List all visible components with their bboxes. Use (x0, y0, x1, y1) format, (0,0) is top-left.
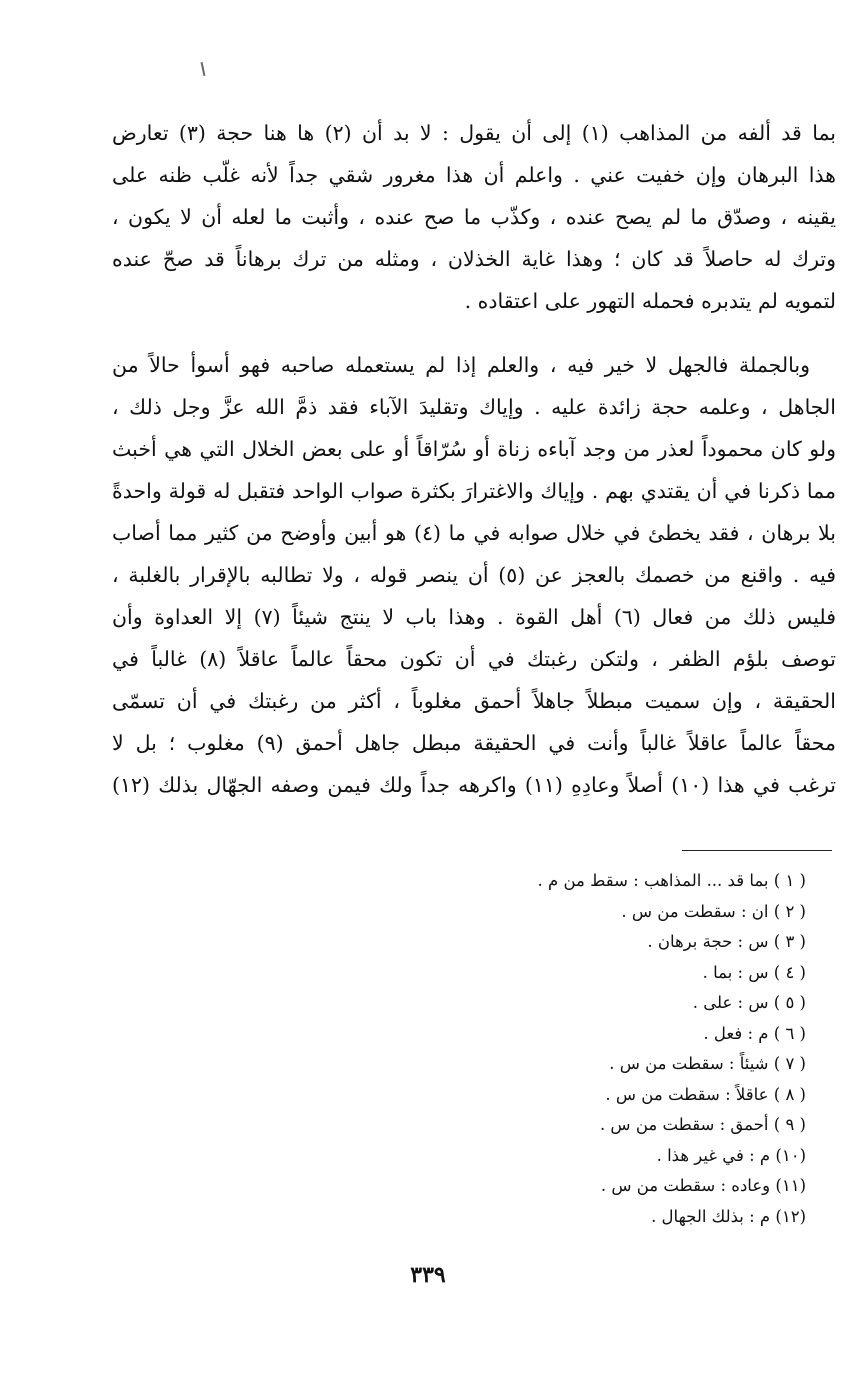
text-line: الحقيقة ، وإن سميت مبطلاً جاهلاً أحمق مغلوباً ، أكثر من رغبتك في أن تسمّى (112, 689, 836, 713)
text-line: محقاً عالماً عاقلاً غالباً وأنت في الحقيقة مبطل جاهل أحمق (٩) مغلوب ؛ بل لا (112, 731, 836, 755)
text-line: فليس ذلك من فعال (٦) أهل القوة . وهذا باب لا ينتج شيئاً (٧) إلا العداوة وأن (112, 605, 837, 629)
footnote: (١١) وعاده : سقطت من س . (600, 1176, 806, 1195)
paragraph-2 (112, 344, 836, 806)
footnotes (306, 866, 806, 1232)
text-line: وبالجملة فالجهل لا خير فيه ، والعلم إذا لم يستعمله صاحبه فهو أسوأ حالاً من (112, 353, 810, 377)
footnote: ( ٧ ) شيئاً : سقطت من س . (609, 1054, 806, 1073)
footnote: ( ٦ ) م : فعل . (703, 1023, 806, 1043)
page-number: ٣٣٩ (410, 1262, 446, 1288)
footnote: ( ٣ ) س : حجة برهان . (647, 932, 806, 951)
text-line: بلا برهان ، فقد يخطئ في خلال صوابه في ما (٤) هو أبين وأوضح من كثير مما أصاب (112, 521, 836, 545)
text-line: ولو كان محموداً لعذر من وجد آباءه زناة أو سُرّاقاً أو على بعض الخلال التي هي أخبث (112, 437, 836, 461)
text-line: ترغب في هذا (١٠) أصلاً وعادِهِ (١١) واكرهه جداً ولك فيمن وصفه الجهّال بذلك (١٢) (112, 773, 836, 797)
text-line: بما قد ألفه من المذاهب (١) إلى أن يقول : لا بد أن (٢) ها هنا حجة (٣) تعارض (112, 121, 836, 145)
footnote: ( ٢ ) ان : سقطت من س . (621, 901, 806, 921)
text-line: هذا البرهان وإن خفيت عني . واعلم أن هذا مغرور شقي جداً لأنه غلّب ظنه على (112, 163, 836, 187)
footnote-divider (682, 850, 832, 851)
text-line: الجاهل ، وعلمه حجة زائدة عليه . وإياك وتقليدَ الآباء فقد ذمَّ الله عزَّ وجل ذلك ، (112, 395, 836, 419)
footnote: ( ٨ ) عاقلاً : سقطت من س . (605, 1084, 806, 1104)
text-line: يقينه ، وصدّق ما لم يصح عنده ، وكذّب ما صح عنده ، وأثبت ما لعله أن لا يكون ، (112, 205, 836, 229)
footnote: ( ٤ ) س : بما . (702, 962, 806, 982)
footnote: (١٠) م : في غير هذا . (656, 1145, 806, 1165)
paragraph-1 (112, 112, 836, 322)
footnote: (١٢) م : بذلك الجهال . (651, 1206, 806, 1226)
text-line: لتمويه لم يتدبره فحمله التهور على اعتقاده . (464, 289, 836, 313)
text-line: توصف بلؤم الظفر ، ولتكن رغبتك في أن تكون محقاً عالماً عاقلاً (٨) غالباً في (112, 647, 836, 671)
scan-mark (201, 62, 206, 76)
footnote: ( ٥ ) س : على . (692, 993, 806, 1012)
footnote: ( ٩ ) أحمق : سقطت من س . (599, 1115, 806, 1134)
text-line: وترك له حاصلاً قد كان ؛ وهذا غاية الخذلان ، ومثله من ترك برهاناً قد صحّ عنده (112, 247, 836, 271)
footnote: ( ١ ) بما قد ... المذاهب : سقط من م . (537, 871, 806, 890)
text-line: فيه . واقنع من خصمك بالعجز عن (٥) أن ينصر قوله ، ولا تطالبه بالإقرار بالغلبة ، (112, 563, 836, 587)
text-line: مما ذكرنا في أن يقتدي بهم . وإياك والاغترارَ بكثرة صواب الواحد فتقبل له قولة واحدةً (112, 479, 836, 503)
